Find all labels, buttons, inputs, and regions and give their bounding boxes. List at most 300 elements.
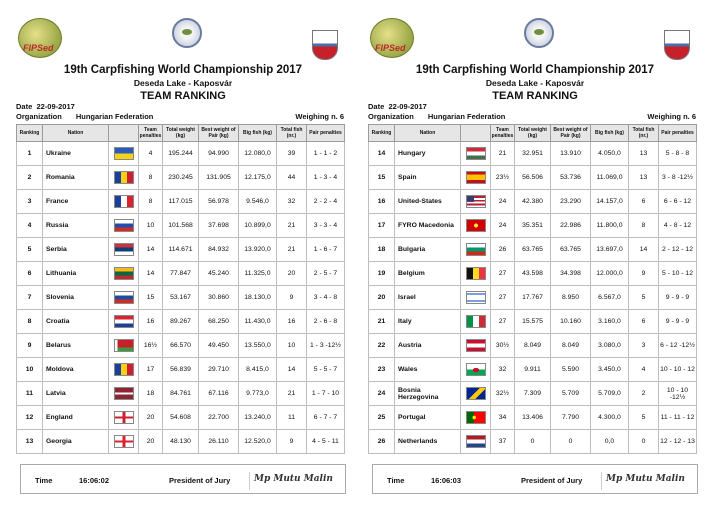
nation-cell: Netherlands	[395, 430, 461, 454]
table-row	[17, 190, 345, 214]
pair-penalties-cell: 3 - 3 - 4	[307, 214, 345, 238]
flag-cell	[461, 430, 491, 454]
championship-emblem-icon	[524, 18, 554, 48]
federation-crest-icon	[312, 30, 338, 60]
nation-cell: Hungary	[395, 142, 461, 166]
best-weight-cell: 56.978	[199, 190, 239, 214]
table-row	[369, 358, 697, 382]
portugal-flag-icon	[466, 411, 486, 424]
best-weight-cell: 5.590	[551, 358, 591, 382]
flag-cell	[109, 286, 139, 310]
total-fish-cell: 5	[629, 406, 659, 430]
table-row	[17, 430, 345, 454]
rank-cell: 6	[17, 262, 43, 286]
column-header: Team penalties	[491, 125, 515, 142]
best-weight-cell: 26.110	[199, 430, 239, 454]
total-fish-cell: 21	[277, 382, 307, 406]
team-penalties-cell: 27	[491, 262, 515, 286]
best-weight-cell: 94.990	[199, 142, 239, 166]
column-header: Best weight of Pair (kg)	[199, 125, 239, 142]
best-weight-cell: 68.250	[199, 310, 239, 334]
israel-flag-icon	[466, 291, 486, 304]
table-row	[17, 238, 345, 262]
total-fish-cell: 3	[629, 334, 659, 358]
team-penalties-cell: 27	[491, 286, 515, 310]
column-header: Nation	[395, 125, 461, 142]
time-value: 16:06:03	[431, 476, 462, 485]
latvia-flag-icon	[114, 387, 134, 400]
team-penalties-cell: 23½	[491, 166, 515, 190]
nation-cell: Romania	[43, 166, 109, 190]
pair-penalties-cell: 3 - 8 -12½	[659, 166, 697, 190]
big-fish-cell: 12.520,0	[239, 430, 277, 454]
table-row	[369, 286, 697, 310]
table-row	[369, 430, 697, 454]
total-fish-cell: 2	[629, 382, 659, 406]
pair-penalties-cell: 1 - 6 - 7	[307, 238, 345, 262]
team-penalties-cell: 20	[139, 430, 163, 454]
venue-subtitle: Deseda Lake - Kaposvár	[485, 78, 585, 88]
nation-cell: Russia	[43, 214, 109, 238]
big-fish-cell: 0,0	[591, 430, 629, 454]
total-weight-cell: 0	[515, 430, 551, 454]
total-weight-cell: 56.506	[515, 166, 551, 190]
championship-emblem-icon	[172, 18, 202, 48]
flag-cell	[461, 358, 491, 382]
pair-penalties-cell: 1 - 7 - 10	[307, 382, 345, 406]
best-weight-cell: 10.160	[551, 310, 591, 334]
total-weight-cell: 77.847	[163, 262, 199, 286]
total-weight-cell: 117.015	[163, 190, 199, 214]
usa-flag-icon	[466, 195, 486, 208]
rank-cell: 1	[17, 142, 43, 166]
team-penalties-cell: 16½	[139, 334, 163, 358]
total-weight-cell: 35.351	[515, 214, 551, 238]
best-weight-cell: 30.860	[199, 286, 239, 310]
nation-cell: Bosnia Herzegovina	[395, 382, 461, 406]
column-header: Big fish (kg)	[591, 125, 629, 142]
nation-cell: Wales	[395, 358, 461, 382]
table-row	[369, 166, 697, 190]
team-penalties-cell: 21	[491, 142, 515, 166]
rank-cell: 11	[17, 382, 43, 406]
best-weight-cell: 22.986	[551, 214, 591, 238]
pair-penalties-cell: 2 - 12 - 12	[659, 238, 697, 262]
flag-cell	[109, 334, 139, 358]
signature: Mp Mutu Malin	[601, 472, 687, 490]
total-weight-cell: 15.575	[515, 310, 551, 334]
pair-penalties-cell: 2 - 2 - 4	[307, 190, 345, 214]
pair-penalties-cell: 1 - 1 - 2	[307, 142, 345, 166]
president-label: President of Jury	[169, 476, 231, 485]
big-fish-cell: 13.550,0	[239, 334, 277, 358]
table-row	[17, 382, 345, 406]
total-fish-cell: 8	[629, 214, 659, 238]
flag-cell	[461, 262, 491, 286]
hungary-flag-icon	[466, 147, 486, 160]
pair-penalties-cell: 9 - 9 - 9	[659, 310, 697, 334]
logo-bar	[12, 8, 354, 62]
austria-flag-icon	[466, 339, 486, 352]
total-fish-cell: 20	[277, 262, 307, 286]
best-weight-cell: 34.398	[551, 262, 591, 286]
big-fish-cell: 3.080,0	[591, 334, 629, 358]
total-fish-cell: 6	[629, 310, 659, 334]
column-header	[109, 125, 139, 142]
total-weight-cell: 84.761	[163, 382, 199, 406]
flag-cell	[109, 430, 139, 454]
georgia-flag-icon	[114, 435, 134, 448]
page-title: 19th Carpfishing World Championship 2017	[63, 64, 303, 76]
table-header-row	[17, 125, 345, 142]
flag-cell	[109, 406, 139, 430]
big-fish-cell: 8.415,0	[239, 358, 277, 382]
column-header: Total weight (kg)	[163, 125, 199, 142]
flag-cell	[109, 142, 139, 166]
flag-cell	[109, 214, 139, 238]
flag-cell	[461, 142, 491, 166]
total-fish-cell: 11	[277, 406, 307, 430]
nation-cell: Bulgaria	[395, 238, 461, 262]
big-fish-cell: 12.080,0	[239, 142, 277, 166]
team-penalties-cell: 10	[139, 214, 163, 238]
column-header: Best weight of Pair (kg)	[551, 125, 591, 142]
table-row	[17, 310, 345, 334]
rank-cell: 17	[369, 214, 395, 238]
total-fish-cell: 39	[277, 142, 307, 166]
nation-cell: Italy	[395, 310, 461, 334]
rank-cell: 15	[369, 166, 395, 190]
england-flag-icon	[114, 411, 134, 424]
pair-penalties-cell: 6 - 12 -12½	[659, 334, 697, 358]
page-title: 19th Carpfishing World Championship 2017	[415, 64, 655, 76]
column-header: Ranking	[369, 125, 395, 142]
rank-cell: 19	[369, 262, 395, 286]
rank-cell: 4	[17, 214, 43, 238]
big-fish-cell: 13.697,0	[591, 238, 629, 262]
best-weight-cell: 23.290	[551, 190, 591, 214]
weighing-number: Weighing n. 6	[295, 112, 344, 121]
best-weight-cell: 84.932	[199, 238, 239, 262]
total-fish-cell: 21	[277, 238, 307, 262]
ukraine-flag-icon	[114, 147, 134, 160]
venue-subtitle: Deseda Lake - Kaposvár	[133, 78, 233, 88]
nation-cell: Slovenia	[43, 286, 109, 310]
team-penalties-cell: 20	[139, 406, 163, 430]
best-weight-cell: 8.049	[551, 334, 591, 358]
ranking-heading: TEAM RANKING	[492, 90, 578, 102]
total-fish-cell: 5	[629, 286, 659, 310]
wales-flag-icon	[466, 363, 486, 376]
best-weight-cell: 49.450	[199, 334, 239, 358]
nation-cell: Spain	[395, 166, 461, 190]
flag-cell	[461, 238, 491, 262]
total-weight-cell: 230.245	[163, 166, 199, 190]
column-header: Total fish (nr.)	[629, 125, 659, 142]
best-weight-cell: 67.116	[199, 382, 239, 406]
total-fish-cell: 21	[277, 214, 307, 238]
team-penalties-cell: 18	[139, 382, 163, 406]
pair-penalties-cell: 12 - 12 - 13	[659, 430, 697, 454]
rank-cell: 25	[369, 406, 395, 430]
total-weight-cell: 42.380	[515, 190, 551, 214]
total-weight-cell: 63.765	[515, 238, 551, 262]
slovenia-flag-icon	[114, 291, 134, 304]
nation-cell: Latvia	[43, 382, 109, 406]
total-fish-cell: 16	[277, 310, 307, 334]
total-weight-cell: 43.598	[515, 262, 551, 286]
total-weight-cell: 56.839	[163, 358, 199, 382]
ranking-heading: TEAM RANKING	[140, 90, 226, 102]
date-line: Date 22-09-2017	[368, 102, 427, 111]
table-row	[17, 406, 345, 430]
nation-cell: Serbia	[43, 238, 109, 262]
team-penalties-cell: 24	[491, 214, 515, 238]
nation-cell: Lithuania	[43, 262, 109, 286]
total-weight-cell: 66.570	[163, 334, 199, 358]
nation-cell: Moldova	[43, 358, 109, 382]
logo-bar	[364, 8, 706, 62]
nation-cell: Portugal	[395, 406, 461, 430]
flag-cell	[109, 358, 139, 382]
total-weight-cell: 89.267	[163, 310, 199, 334]
total-fish-cell: 4	[629, 358, 659, 382]
team-penalties-cell: 16	[139, 310, 163, 334]
flag-cell	[109, 262, 139, 286]
table-row	[17, 142, 345, 166]
rank-cell: 22	[369, 334, 395, 358]
column-header: Nation	[43, 125, 109, 142]
flag-cell	[109, 190, 139, 214]
bosnia-flag-icon	[466, 387, 486, 400]
romania-flag-icon	[114, 171, 134, 184]
total-weight-cell: 195.244	[163, 142, 199, 166]
rank-cell: 21	[369, 310, 395, 334]
footer-box	[372, 464, 698, 494]
nation-cell: Israel	[395, 286, 461, 310]
best-weight-cell: 0	[551, 430, 591, 454]
team-penalties-cell: 14	[139, 238, 163, 262]
table-row	[17, 358, 345, 382]
italy-flag-icon	[466, 315, 486, 328]
pair-penalties-cell: 11 - 11 - 12	[659, 406, 697, 430]
pair-penalties-cell: 1 - 3 - 4	[307, 166, 345, 190]
best-weight-cell: 5.709	[551, 382, 591, 406]
big-fish-cell: 11.069,0	[591, 166, 629, 190]
best-weight-cell: 131.905	[199, 166, 239, 190]
table-row	[17, 334, 345, 358]
big-fish-cell: 9.546,0	[239, 190, 277, 214]
table-row	[17, 286, 345, 310]
big-fish-cell: 4.050,0	[591, 142, 629, 166]
team-penalties-cell: 32	[491, 358, 515, 382]
big-fish-cell: 9.773,0	[239, 382, 277, 406]
total-fish-cell: 44	[277, 166, 307, 190]
total-weight-cell: 48.130	[163, 430, 199, 454]
nation-cell: United-States	[395, 190, 461, 214]
organization-line: Organization Hungarian Federation	[16, 112, 154, 121]
footer-box	[20, 464, 346, 494]
spain-flag-icon	[466, 171, 486, 184]
pair-penalties-cell: 9 - 9 - 9	[659, 286, 697, 310]
total-weight-cell: 32.951	[515, 142, 551, 166]
big-fish-cell: 12.175,0	[239, 166, 277, 190]
rank-cell: 3	[17, 190, 43, 214]
column-header: Pair penalties	[659, 125, 697, 142]
ranking-sheet-right	[364, 8, 706, 500]
meta-info	[364, 102, 706, 124]
nation-cell: Georgia	[43, 430, 109, 454]
russia-flag-icon	[114, 219, 134, 232]
nation-cell: FYRO Macedonia	[395, 214, 461, 238]
pair-penalties-cell: 5 - 10 - 12	[659, 262, 697, 286]
serbia-flag-icon	[114, 243, 134, 256]
team-penalties-cell: 15	[139, 286, 163, 310]
best-weight-cell: 45.240	[199, 262, 239, 286]
rank-cell: 24	[369, 382, 395, 406]
team-penalties-cell: 34	[491, 406, 515, 430]
rank-cell: 10	[17, 358, 43, 382]
nation-cell: Austria	[395, 334, 461, 358]
big-fish-cell: 6.567,0	[591, 286, 629, 310]
total-fish-cell: 13	[629, 142, 659, 166]
total-weight-cell: 13.406	[515, 406, 551, 430]
table-header-row	[369, 125, 697, 142]
table-row	[369, 238, 697, 262]
flag-cell	[461, 310, 491, 334]
nation-cell: England	[43, 406, 109, 430]
team-penalties-cell: 37	[491, 430, 515, 454]
table-row	[369, 142, 697, 166]
flag-cell	[109, 382, 139, 406]
team-penalties-cell: 32½	[491, 382, 515, 406]
team-penalties-cell: 30½	[491, 334, 515, 358]
best-weight-cell: 29.710	[199, 358, 239, 382]
total-fish-cell: 14	[629, 238, 659, 262]
table-row	[17, 262, 345, 286]
table-row	[369, 334, 697, 358]
best-weight-cell: 53.736	[551, 166, 591, 190]
total-weight-cell: 8.049	[515, 334, 551, 358]
rank-cell: 23	[369, 358, 395, 382]
total-fish-cell: 9	[277, 430, 307, 454]
rank-cell: 7	[17, 286, 43, 310]
rank-cell: 18	[369, 238, 395, 262]
column-header: Total weight (kg)	[515, 125, 551, 142]
nation-cell: Ukraine	[43, 142, 109, 166]
france-flag-icon	[114, 195, 134, 208]
rank-cell: 12	[17, 406, 43, 430]
big-fish-cell: 11.800,0	[591, 214, 629, 238]
table-row	[369, 190, 697, 214]
rank-cell: 9	[17, 334, 43, 358]
big-fish-cell: 5.709,0	[591, 382, 629, 406]
netherlands-flag-icon	[466, 435, 486, 448]
rank-cell: 26	[369, 430, 395, 454]
team-penalties-cell: 26	[491, 238, 515, 262]
best-weight-cell: 37.698	[199, 214, 239, 238]
macedonia-flag-icon	[466, 219, 486, 232]
ranking-sheet-left	[12, 8, 354, 500]
pair-penalties-cell: 10 - 10 - 12	[659, 358, 697, 382]
time-label: Time	[387, 476, 405, 485]
flag-cell	[461, 382, 491, 406]
table-row	[17, 214, 345, 238]
rank-cell: 14	[369, 142, 395, 166]
pair-penalties-cell: 3 - 4 - 8	[307, 286, 345, 310]
rank-cell: 20	[369, 286, 395, 310]
total-weight-cell: 54.608	[163, 406, 199, 430]
pair-penalties-cell: 5 - 8 - 8	[659, 142, 697, 166]
table-row	[369, 262, 697, 286]
lithuania-flag-icon	[114, 267, 134, 280]
time-value: 16:06:02	[79, 476, 110, 485]
flag-cell	[109, 166, 139, 190]
big-fish-cell: 13.240,0	[239, 406, 277, 430]
table-row	[369, 214, 697, 238]
team-penalties-cell: 8	[139, 190, 163, 214]
nation-cell: Croatia	[43, 310, 109, 334]
pair-penalties-cell: 6 - 6 - 12	[659, 190, 697, 214]
team-penalties-cell: 24	[491, 190, 515, 214]
time-label: Time	[35, 476, 53, 485]
flag-cell	[461, 406, 491, 430]
fips-logo: FIPSed	[18, 18, 62, 58]
pair-penalties-cell: 4 - 8 - 12	[659, 214, 697, 238]
total-weight-cell: 114.671	[163, 238, 199, 262]
big-fish-cell: 12.000,0	[591, 262, 629, 286]
big-fish-cell: 11.430,0	[239, 310, 277, 334]
total-weight-cell: 7.309	[515, 382, 551, 406]
organization-line: Organization Hungarian Federation	[368, 112, 506, 121]
flag-cell	[461, 286, 491, 310]
table-row	[369, 382, 697, 406]
rank-cell: 5	[17, 238, 43, 262]
weighing-number: Weighing n. 6	[647, 112, 696, 121]
big-fish-cell: 13.920,0	[239, 238, 277, 262]
total-weight-cell: 9.911	[515, 358, 551, 382]
best-weight-cell: 13.910	[551, 142, 591, 166]
team-penalties-cell: 14	[139, 262, 163, 286]
pair-penalties-cell: 2 - 5 - 7	[307, 262, 345, 286]
flag-cell	[461, 166, 491, 190]
total-fish-cell: 32	[277, 190, 307, 214]
team-penalties-cell: 27	[491, 310, 515, 334]
table-row	[369, 406, 697, 430]
nation-cell: Belgium	[395, 262, 461, 286]
total-weight-cell: 101.568	[163, 214, 199, 238]
flag-cell	[461, 190, 491, 214]
table-row	[369, 310, 697, 334]
column-header: Pair penalties	[307, 125, 345, 142]
column-header: Ranking	[17, 125, 43, 142]
pair-penalties-cell: 1 - 3 -12½	[307, 334, 345, 358]
pair-penalties-cell: 2 - 6 - 8	[307, 310, 345, 334]
big-fish-cell: 3.160,0	[591, 310, 629, 334]
big-fish-cell: 10.899,0	[239, 214, 277, 238]
moldova-flag-icon	[114, 363, 134, 376]
belarus-flag-icon	[114, 339, 134, 352]
rank-cell: 16	[369, 190, 395, 214]
team-penalties-cell: 4	[139, 142, 163, 166]
best-weight-cell: 7.790	[551, 406, 591, 430]
column-header: Big fish (kg)	[239, 125, 277, 142]
ranking-table	[368, 124, 697, 454]
croatia-flag-icon	[114, 315, 134, 328]
big-fish-cell: 14.157,0	[591, 190, 629, 214]
flag-cell	[109, 310, 139, 334]
signature: Mp Mutu Malin	[249, 472, 335, 490]
